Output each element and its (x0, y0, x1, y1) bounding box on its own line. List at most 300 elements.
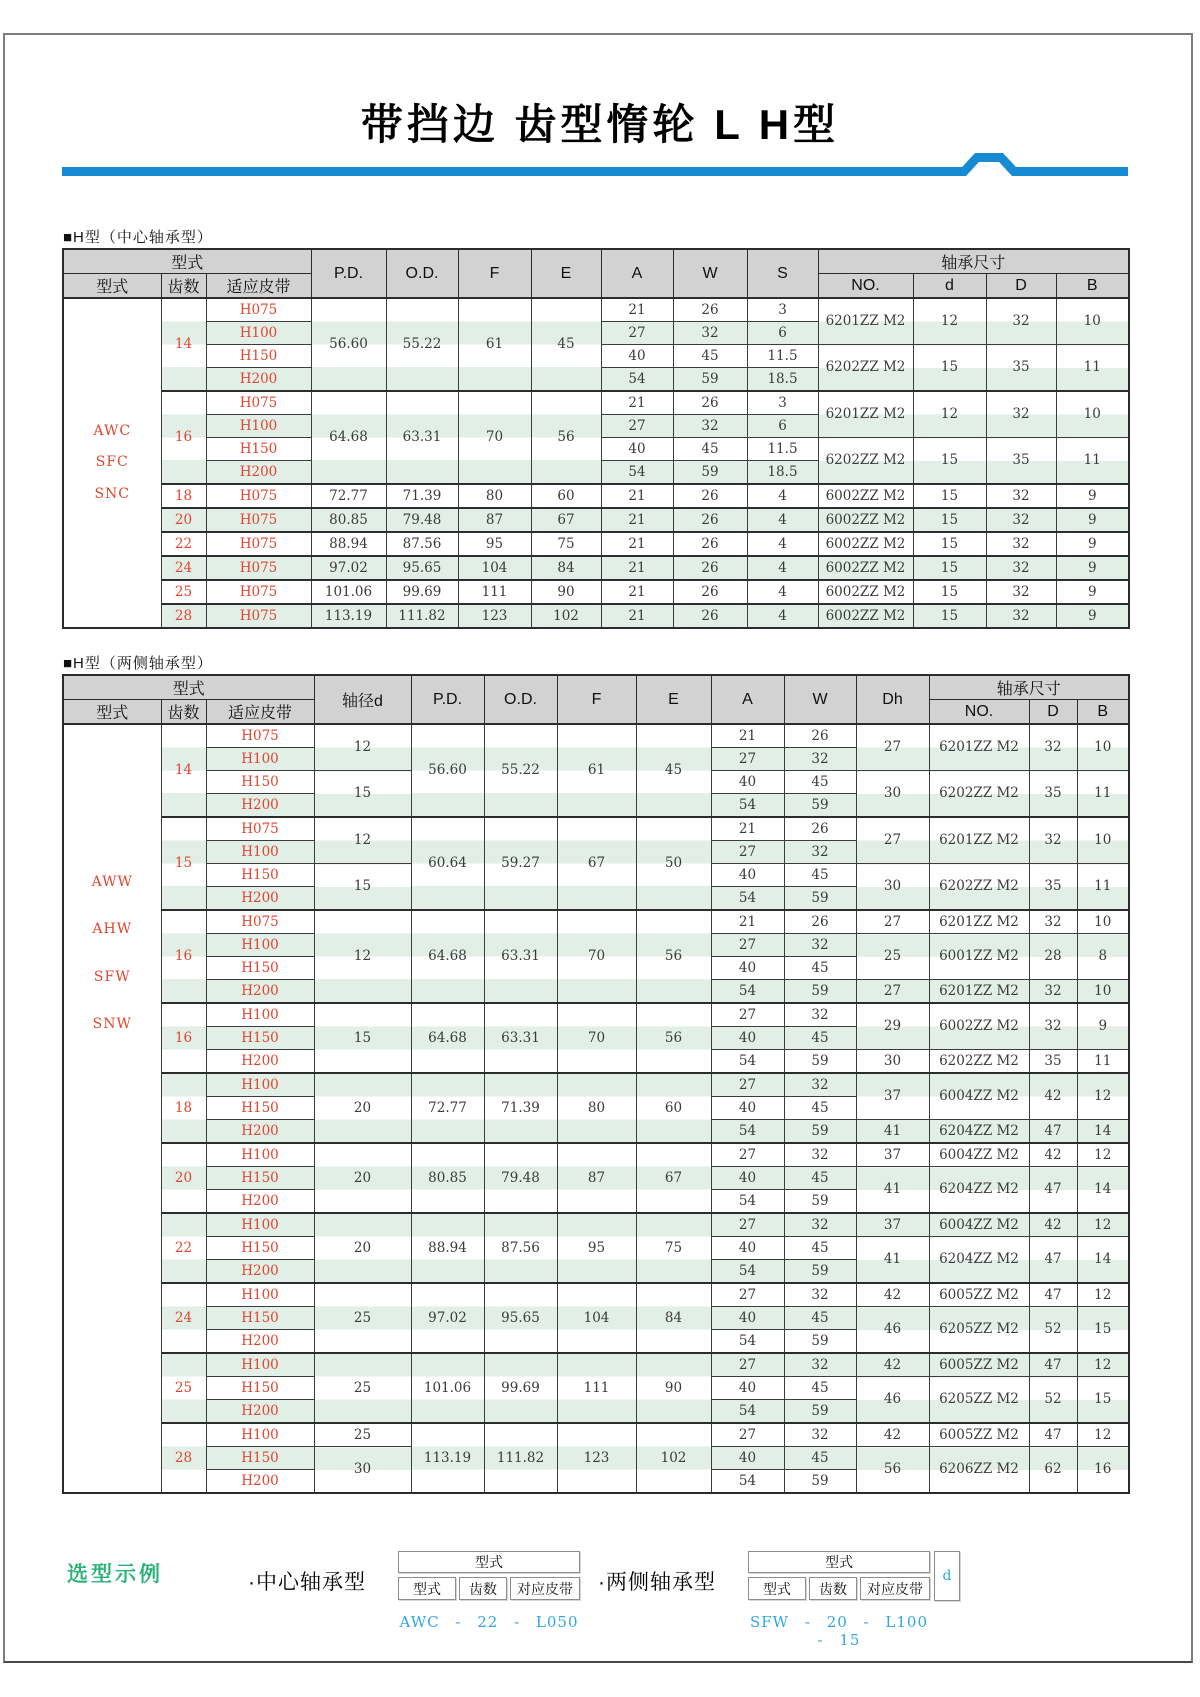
spec-cell: H150 (206, 864, 314, 887)
spec-cell: 64.68 (311, 391, 386, 484)
spec-cell: 111 (557, 1353, 636, 1423)
spec-cell: 60 (531, 484, 601, 508)
spec-cell: H075 (206, 484, 311, 508)
spec-cell: 20 (314, 1143, 411, 1213)
spec-cell: 24 (161, 1283, 206, 1353)
spec-cell: 56.60 (411, 724, 484, 817)
spec-cell: 75 (531, 532, 601, 556)
spec-cell: 26 (673, 298, 747, 322)
spec-cell: 21 (601, 484, 673, 508)
spec-cell: 40 (711, 1377, 784, 1400)
spec-cell: 15 (913, 438, 986, 485)
spec-cell: 28 (161, 1423, 206, 1493)
spec-cell: H075 (206, 391, 311, 415)
spec-cell: 67 (636, 1143, 711, 1213)
spec-cell: H075 (206, 724, 314, 748)
spec-cell: 56 (636, 1003, 711, 1073)
code-segment-type: 型式 (398, 1577, 456, 1600)
spec-cell: H150 (206, 1447, 314, 1470)
spec-cell: 12 (314, 910, 411, 1003)
code-segment-teeth: 齿数 (459, 1577, 507, 1600)
spec-cell: 55.22 (386, 298, 458, 391)
spec-cell: 6205ZZ M2 (929, 1307, 1029, 1354)
column-group-header: F (557, 675, 636, 724)
spec-cell: 6202ZZ M2 (818, 345, 913, 392)
spec-cell: 32 (673, 322, 747, 345)
spec-cell: 60.64 (411, 817, 484, 910)
spec-cell: 47 (1029, 1283, 1077, 1307)
spec-cell: 30 (856, 864, 929, 911)
spec-cell: 27 (711, 1423, 784, 1447)
spec-cell: 111.82 (484, 1423, 557, 1493)
spec-cell: 27 (601, 415, 673, 438)
column-group-header: E (636, 675, 711, 724)
spec-cell: 26 (673, 508, 747, 532)
table-row (63, 910, 1129, 934)
spec-cell: 4 (747, 532, 818, 556)
spec-cell: 18 (161, 1073, 206, 1143)
spec-cell: 45 (784, 1447, 856, 1470)
spec-cell: 59 (784, 1260, 856, 1284)
spec-cell: 32 (1029, 817, 1077, 864)
spec-cell: 15 (913, 345, 986, 392)
table-row (63, 1213, 1129, 1237)
spec-cell: 45 (784, 1097, 856, 1120)
table-row (63, 556, 1129, 580)
spec-cell: H075 (206, 604, 311, 628)
spec-cell: H100 (206, 934, 314, 957)
column-group-header: 轴径d (314, 675, 411, 724)
spec-cell: 60 (636, 1073, 711, 1143)
spec-cell: 32 (986, 508, 1056, 532)
column-header: d (913, 274, 986, 299)
spec-cell: 59 (784, 1050, 856, 1074)
column-group-header: O.D. (484, 675, 557, 724)
spec-cell: H075 (206, 556, 311, 580)
spec-cell: 54 (601, 461, 673, 485)
side-bearing-example-label: ·两侧轴承型 (598, 1571, 716, 1594)
spec-cell: 87 (458, 508, 531, 532)
column-group-header: A (601, 249, 673, 298)
spec-cell: 80.85 (411, 1143, 484, 1213)
spec-cell: 87 (557, 1143, 636, 1213)
spec-cell: 26 (784, 817, 856, 841)
spec-cell: 54 (711, 1400, 784, 1424)
spec-cell: 63.31 (484, 910, 557, 1003)
spec-cell: 21 (711, 817, 784, 841)
spec-cell: 16 (161, 910, 206, 1003)
model-series-list (63, 724, 161, 1493)
spec-cell: 111 (458, 580, 531, 604)
spec-cell: H150 (206, 1167, 314, 1190)
spec-cell: 3 (747, 298, 818, 322)
spec-cell: H150 (206, 1307, 314, 1330)
spec-cell: 24 (161, 556, 206, 580)
spec-cell: 6002ZZ M2 (818, 604, 913, 628)
spec-cell: 42 (1029, 1073, 1077, 1120)
spec-cell: 42 (856, 1423, 929, 1447)
spec-cell: 40 (711, 1307, 784, 1330)
spec-cell: 10 (1056, 391, 1129, 438)
spec-cell: 12 (1077, 1143, 1129, 1167)
spec-cell: 35 (1029, 1050, 1077, 1074)
column-group-header: 型式 (63, 675, 314, 700)
spec-cell: 97.02 (411, 1283, 484, 1353)
spec-cell: 56.60 (311, 298, 386, 391)
spec-cell: 16 (161, 391, 206, 484)
spec-cell: 25 (856, 934, 929, 980)
spec-cell: 54 (711, 1120, 784, 1144)
spec-cell: 47 (1029, 1353, 1077, 1377)
spec-cell: 40 (711, 1027, 784, 1050)
model-series-name: AWC (93, 422, 132, 439)
spec-cell: 59.27 (484, 817, 557, 910)
spec-cell: 67 (531, 508, 601, 532)
spec-cell: 101.06 (411, 1353, 484, 1423)
spec-cell: 70 (557, 910, 636, 1003)
spec-cell: 30 (856, 771, 929, 818)
spec-cell: 20 (161, 508, 206, 532)
h-type-center-bearing-table (62, 248, 1130, 629)
spec-cell: 8 (1077, 934, 1129, 980)
spec-cell: 12 (314, 817, 411, 864)
spec-cell: 42 (1029, 1213, 1077, 1237)
spec-cell: 6204ZZ M2 (929, 1120, 1029, 1144)
model-code-box: 型式 (398, 1551, 580, 1573)
column-header: 型式 (63, 274, 161, 299)
spec-cell: 18.5 (747, 461, 818, 485)
column-header: D (1029, 700, 1077, 725)
column-group-header: E (531, 249, 601, 298)
spec-cell: 25 (314, 1423, 411, 1447)
spec-cell: H150 (206, 1027, 314, 1050)
spec-cell: H150 (206, 957, 314, 980)
spec-cell: 12 (1077, 1423, 1129, 1447)
spec-cell: 40 (711, 1167, 784, 1190)
spec-cell: H100 (206, 748, 314, 771)
spec-cell: 64.68 (411, 1003, 484, 1073)
spec-cell: 9 (1056, 484, 1129, 508)
spec-cell: 45 (784, 864, 856, 887)
spec-cell: 37 (856, 1143, 929, 1167)
spec-cell: 18 (161, 484, 206, 508)
spec-cell: 21 (601, 556, 673, 580)
spec-cell: 21 (711, 910, 784, 934)
spec-cell: 80 (458, 484, 531, 508)
spec-cell: 111.82 (386, 604, 458, 628)
spec-cell: H200 (206, 1330, 314, 1354)
spec-cell: 32 (1029, 1003, 1077, 1050)
column-group-header: 轴承尺寸 (818, 249, 1129, 274)
spec-cell: 27 (711, 841, 784, 864)
spec-cell: 4 (747, 556, 818, 580)
spec-cell: 70 (458, 391, 531, 484)
spec-cell: 11 (1077, 864, 1129, 911)
spec-cell: 12 (1077, 1213, 1129, 1237)
spec-cell: 27 (856, 724, 929, 771)
spec-cell: 59 (784, 1190, 856, 1214)
spec-cell: 26 (673, 391, 747, 415)
spec-cell: 45 (784, 1377, 856, 1400)
spec-cell: 42 (856, 1353, 929, 1377)
spec-cell: 6004ZZ M2 (929, 1143, 1029, 1167)
spec-cell: 35 (986, 345, 1056, 392)
spec-cell: 9 (1056, 532, 1129, 556)
column-group-header: Dh (856, 675, 929, 724)
spec-cell: 47 (1029, 1167, 1077, 1214)
spec-cell: 45 (784, 1027, 856, 1050)
spec-cell: 11 (1077, 1050, 1129, 1074)
spec-cell: 32 (986, 580, 1056, 604)
spec-cell: 6204ZZ M2 (929, 1237, 1029, 1284)
spec-cell: 40 (711, 1237, 784, 1260)
spec-cell: 26 (784, 724, 856, 748)
spec-cell: 42 (1029, 1143, 1077, 1167)
spec-cell: 59 (673, 368, 747, 392)
code-segment-belt: 对应皮带 (510, 1577, 580, 1600)
spec-cell: 6202ZZ M2 (818, 438, 913, 485)
spec-cell: 11.5 (747, 345, 818, 368)
spec-cell: 59 (673, 461, 747, 485)
spec-cell: H100 (206, 1353, 314, 1377)
header-group-row (63, 249, 1129, 274)
spec-cell: 45 (784, 771, 856, 794)
spec-cell: 54 (711, 887, 784, 911)
spec-cell: 45 (673, 438, 747, 461)
spec-cell: 87.56 (484, 1213, 557, 1283)
spec-cell: 52 (1029, 1377, 1077, 1424)
spec-cell: 22 (161, 1213, 206, 1283)
spec-cell: 6005ZZ M2 (929, 1423, 1029, 1447)
table-row (63, 1283, 1129, 1307)
spec-cell: 35 (1029, 771, 1077, 818)
table-row (63, 391, 1129, 415)
spec-cell: 18.5 (747, 368, 818, 392)
spec-cell: 10 (1077, 910, 1129, 934)
spec-cell: 40 (711, 957, 784, 980)
spec-cell: 6002ZZ M2 (818, 532, 913, 556)
spec-cell: 15 (913, 556, 986, 580)
spec-cell: 27 (856, 910, 929, 934)
spec-cell: 32 (986, 391, 1056, 438)
spec-cell: 6201ZZ M2 (929, 817, 1029, 864)
spec-cell: H200 (206, 368, 311, 392)
spec-cell: 12 (913, 391, 986, 438)
spec-cell: 32 (673, 415, 747, 438)
model-series-name: AWW (91, 874, 133, 890)
spec-cell: 6002ZZ M2 (818, 580, 913, 604)
table-row (63, 724, 1129, 748)
spec-cell: 27 (856, 980, 929, 1004)
spec-cell: 32 (784, 748, 856, 771)
selection-example-heading: 选型示例 (67, 1563, 163, 1586)
spec-cell: 59 (784, 1120, 856, 1144)
spec-cell: 95.65 (484, 1283, 557, 1353)
spec-cell: 45 (636, 724, 711, 817)
spec-cell: 11 (1056, 438, 1129, 485)
spec-cell: 37 (856, 1213, 929, 1237)
spec-cell: 15 (314, 771, 411, 818)
table-row (63, 604, 1129, 628)
spec-cell: 11.5 (747, 438, 818, 461)
spec-cell: 6206ZZ M2 (929, 1447, 1029, 1494)
spec-cell: 40 (711, 1097, 784, 1120)
spec-cell: 54 (711, 1470, 784, 1494)
spec-cell: H100 (206, 322, 311, 345)
spec-cell: 54 (711, 1260, 784, 1284)
spec-cell: 104 (458, 556, 531, 580)
spec-cell: 32 (986, 484, 1056, 508)
spec-cell: 95.65 (386, 556, 458, 580)
column-group-header: S (747, 249, 818, 298)
spec-cell: 123 (557, 1423, 636, 1493)
spec-cell: 32 (784, 1283, 856, 1307)
spec-cell: 56 (636, 910, 711, 1003)
spec-cell: 6202ZZ M2 (929, 771, 1029, 818)
spec-cell: 9 (1077, 1003, 1129, 1050)
side-bearing-table-caption: ■H型（两侧轴承型） (63, 655, 213, 672)
spec-cell: 90 (531, 580, 601, 604)
spec-cell: 32 (784, 1073, 856, 1097)
spec-cell: 87.56 (386, 532, 458, 556)
spec-cell: 40 (601, 345, 673, 368)
spec-cell: 59 (784, 980, 856, 1004)
spec-cell: 35 (986, 438, 1056, 485)
spec-cell: 6201ZZ M2 (929, 724, 1029, 771)
spec-cell: 6005ZZ M2 (929, 1353, 1029, 1377)
spec-cell: 99.69 (386, 580, 458, 604)
spec-cell: 32 (986, 298, 1056, 345)
spec-cell: 32 (784, 1003, 856, 1027)
spec-cell: 6002ZZ M2 (818, 556, 913, 580)
spec-cell: 75 (636, 1213, 711, 1283)
spec-cell: 52 (1029, 1307, 1077, 1354)
spec-cell: 42 (856, 1283, 929, 1307)
spec-cell: 26 (784, 910, 856, 934)
table-row (63, 1073, 1129, 1097)
spec-cell: 54 (711, 1050, 784, 1074)
spec-cell: 27 (711, 748, 784, 771)
column-group-header: W (673, 249, 747, 298)
spec-cell: H200 (206, 1120, 314, 1144)
spec-cell: 26 (673, 556, 747, 580)
spec-cell: 79.48 (484, 1143, 557, 1213)
spec-cell: 27 (711, 1353, 784, 1377)
spec-cell: 101.06 (311, 580, 386, 604)
spec-cell: 6 (747, 415, 818, 438)
spec-cell: H075 (206, 910, 314, 934)
spec-cell: H100 (206, 415, 311, 438)
column-group-header: F (458, 249, 531, 298)
spec-cell: 6205ZZ M2 (929, 1377, 1029, 1424)
column-header: B (1077, 700, 1129, 725)
spec-cell: 6001ZZ M2 (929, 934, 1029, 980)
spec-cell: 14 (1077, 1237, 1129, 1284)
spec-cell: 4 (747, 604, 818, 628)
table-row (63, 1003, 1129, 1027)
spec-cell: 27 (711, 1213, 784, 1237)
spec-cell: 15 (1077, 1307, 1129, 1354)
model-code-box: 型式 (748, 1551, 930, 1573)
spec-cell: H075 (206, 298, 311, 322)
spec-cell: 102 (531, 604, 601, 628)
spec-cell: 6002ZZ M2 (818, 508, 913, 532)
spec-cell: 45 (784, 1237, 856, 1260)
spec-cell: H075 (206, 532, 311, 556)
model-series-name: AHW (92, 921, 133, 938)
spec-cell: 28 (161, 604, 206, 628)
spec-cell: H075 (206, 580, 311, 604)
spec-cell: 61 (557, 724, 636, 817)
spec-cell: 15 (314, 864, 411, 911)
spec-cell: 6004ZZ M2 (929, 1213, 1029, 1237)
spec-cell: 95 (557, 1213, 636, 1283)
side-bearing-example-diagram (748, 1551, 952, 1649)
spec-cell: 40 (601, 438, 673, 461)
spec-cell: 27 (711, 1003, 784, 1027)
column-header: 适应皮带 (206, 700, 314, 725)
spec-cell: 6202ZZ M2 (929, 864, 1029, 911)
spec-cell: 26 (673, 580, 747, 604)
spec-cell: 45 (784, 957, 856, 980)
spec-cell: 32 (784, 1423, 856, 1447)
spec-cell: 10 (1077, 817, 1129, 864)
spec-cell: 25 (314, 1283, 411, 1353)
spec-cell: H150 (206, 1377, 314, 1400)
table-row (63, 817, 1129, 841)
spec-cell: 14 (1077, 1120, 1129, 1144)
spec-cell: 32 (986, 532, 1056, 556)
table-row (63, 580, 1129, 604)
spec-cell: 84 (531, 556, 601, 580)
spec-cell: H200 (206, 980, 314, 1004)
h-type-side-bearing-table (62, 674, 1130, 1494)
column-group-header: P.D. (411, 675, 484, 724)
spec-cell: 27 (856, 817, 929, 864)
spec-cell: 88.94 (311, 532, 386, 556)
spec-cell: H100 (206, 1073, 314, 1097)
code-segment-type: 型式 (748, 1577, 806, 1600)
spec-cell: 79.48 (386, 508, 458, 532)
spec-cell: 4 (747, 580, 818, 604)
spec-cell: 27 (711, 1143, 784, 1167)
spec-cell: 21 (601, 298, 673, 322)
header-group-row (63, 675, 1129, 700)
example-order-code: SFW - 20 - L100 - 15 (750, 1613, 928, 1649)
spec-cell: 12 (1077, 1353, 1129, 1377)
spec-cell: 41 (856, 1120, 929, 1144)
spec-cell: 32 (784, 1143, 856, 1167)
spec-cell: 54 (711, 1190, 784, 1214)
spec-cell: H150 (206, 1237, 314, 1260)
spec-cell: 59 (784, 1400, 856, 1424)
spec-cell: 40 (711, 864, 784, 887)
column-group-header: W (784, 675, 856, 724)
spec-cell: 59 (784, 794, 856, 818)
spec-cell: 46 (856, 1377, 929, 1424)
spec-cell: 6002ZZ M2 (818, 484, 913, 508)
spec-cell: 6201ZZ M2 (818, 298, 913, 345)
spec-cell: 32 (784, 934, 856, 957)
spec-cell: H200 (206, 887, 314, 911)
spec-cell: 4 (747, 508, 818, 532)
spec-cell: 54 (711, 1330, 784, 1354)
center-bearing-table-caption: ■H型（中心轴承型） (63, 229, 213, 246)
spec-cell: 47 (1029, 1423, 1077, 1447)
spec-cell: 71.39 (386, 484, 458, 508)
column-header: B (1056, 274, 1129, 299)
spec-cell: 20 (161, 1143, 206, 1213)
